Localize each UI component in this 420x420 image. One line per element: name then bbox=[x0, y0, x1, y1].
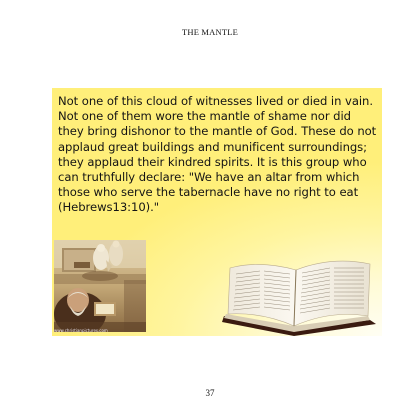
slide-panel bbox=[52, 88, 382, 336]
slide-paragraph: Not one of this cloud of witnesses lived or died in vain. Not one of them wore the mantle of shame nor did they bring dishonor to the mantle of God. These do not applaud great buildings and munificent surroundings; they applaud their kindred spirits. It is this group who can truthfully declare: "We have an altar from which those who serve the tabernacle have no right to eat (Hebrews13:10)." bbox=[58, 94, 377, 215]
watermark: www.christianpictures.com bbox=[54, 328, 108, 333]
page-number: 37 bbox=[205, 388, 215, 398]
page-header: THE MANTLE bbox=[181, 27, 239, 37]
painting-image bbox=[54, 240, 146, 332]
open-bible-image bbox=[220, 246, 380, 336]
